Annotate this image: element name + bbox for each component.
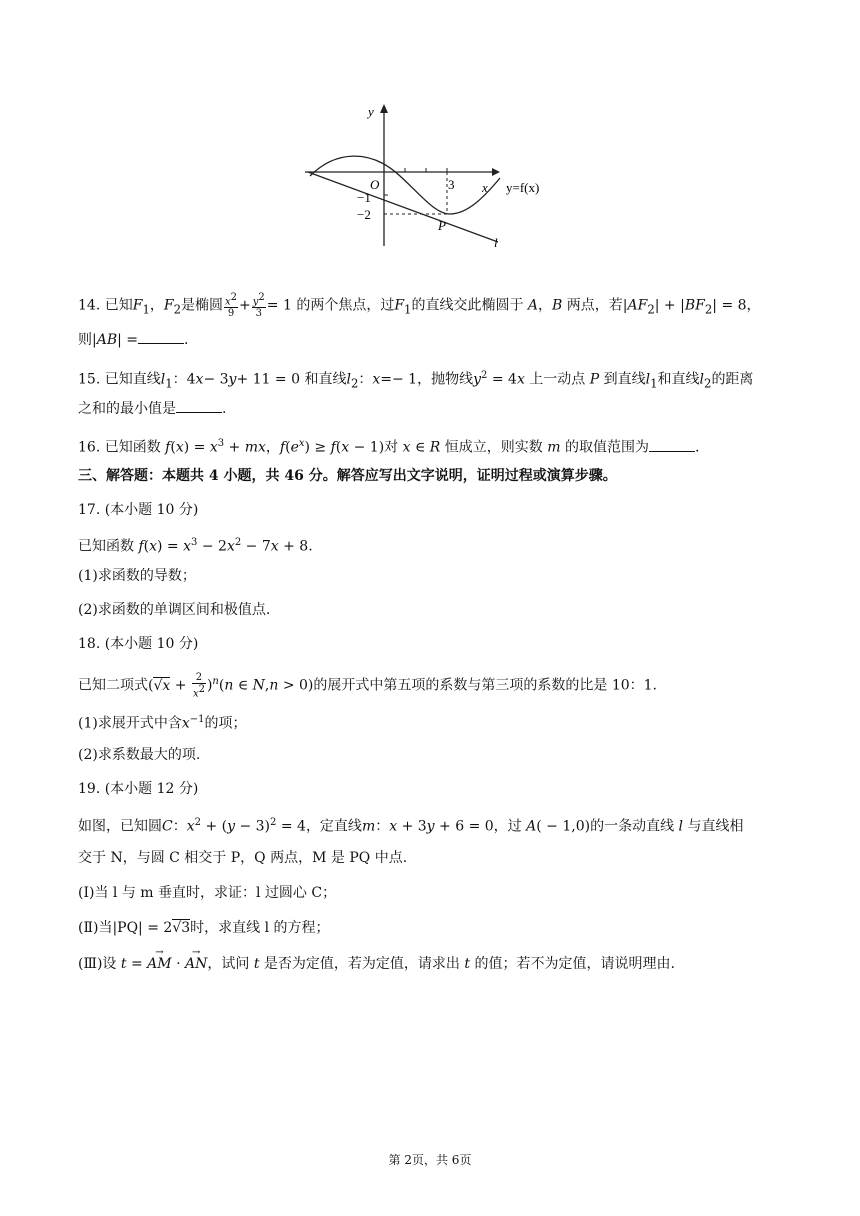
q16-text-d: 的取值范围为 (564, 439, 649, 456)
label-neg2: −2 (357, 207, 371, 222)
q15-answer-blank[interactable] (176, 400, 222, 413)
q19-part-2-text-a: (Ⅱ)当|PQ| = 2 (78, 920, 173, 936)
q15-text-a: 15. 已知直线 (78, 371, 161, 388)
q19-stem-2: 交于 N，与圆 C 相交于 P，Q 两点，M 是 PQ 中点. (78, 850, 408, 866)
q16-text-b: 对 (384, 439, 399, 456)
q14-text-a: 14. 已知 (78, 297, 133, 314)
q18-stem-text-b: 的展开式中第五项的系数与第三项的系数的比是 10：1. (313, 677, 657, 694)
q14-line-1: 14. 已知$F_1$，$F_2$是椭圆 $\frac{x2}{9}$ + $\frac{y2}{3}$ = 1 的两个焦点，过$F_1$的直线交此椭圆于 A，B 两点，若$|AF_2| + |BF_2| = 8$， (78, 292, 761, 320)
q14-text-d: 的直线交此椭圆于 (411, 297, 524, 314)
q15-text-i: 和直线 (657, 371, 700, 388)
q19-part-3-text-d: 的值；若不为定值，请说明理由. (474, 956, 675, 972)
q15-text-l: . (222, 401, 227, 417)
q19-stem-1: 如图，已知圆C：$x^2 + (y - 3)^2 = 4$，定直线m：x + 3y + 6 = 0，过 A( − 1,0)的一条动直线 l 与直线相 (78, 817, 744, 835)
q16-text-c: 恒成立，则实数 (444, 439, 543, 456)
q18-part-1-text-a: (1)求展开式中含 (78, 715, 182, 732)
q19-part-2: (Ⅱ)当|PQ| = 2√3时，求直线 l 的方程； (78, 920, 330, 936)
q17-part-1: (1)求函数的导数； (78, 568, 196, 584)
section-3-heading: 三、解答题：本题共 4 小题，共 46 分。解答应写出文字说明，证明过程或演算步骤。 (78, 468, 617, 484)
q19-part-3-text-b: ，试问 (207, 956, 250, 972)
q15-text-b: ：4 (172, 371, 196, 388)
q14-text-g: . (184, 332, 189, 348)
q18-part-1-text-b: 的项； (204, 715, 247, 732)
q14-text-b: 是椭圆 (181, 297, 223, 314)
q14-text-e: 两点，若 (566, 297, 623, 314)
q15-text-c: − 3 (203, 371, 229, 388)
label-x: x (482, 180, 488, 195)
q15-text-d: + 11 = 0 和直线 (236, 371, 347, 388)
q15-text-e: ： (358, 371, 373, 388)
q17-stem-text: 已知函数 (78, 538, 134, 555)
q19-stem-text-d: 的一条动直线 (590, 818, 675, 835)
q19-part-3-text-c: 是否为定值，若为定值，请求出 (263, 956, 460, 972)
q14-text-f: 则 (78, 332, 92, 348)
q19-part-3: (Ⅲ)设 t = → AM · → AN，试问 t 是否为定值，若为定值，请求出 t 的值；若不为定值，请说明理由. (78, 954, 820, 974)
x-axis-arrow (492, 168, 500, 176)
q15-text-h: 到直线 (603, 371, 646, 388)
q19-stem-text-b: ，定直线 (305, 818, 362, 835)
graph-svg (300, 96, 570, 256)
q18-part-2: (2)求系数最大的项. (78, 747, 201, 763)
page-footer: 第 2页，共 6页 (388, 1153, 472, 1167)
q17-head: 17. (本小题 10 分) (78, 502, 199, 518)
q14-text-c: 的两个焦点，过 (296, 297, 395, 314)
q16-text-e: . (694, 439, 700, 456)
q14-line-2: 则|AB| = . (78, 332, 189, 348)
q15-text-g: 上一动点 (529, 371, 586, 388)
q19-head: 19. (本小题 12 分) (78, 781, 199, 797)
label-l: l (494, 235, 498, 250)
q15-line-2 (78, 399, 820, 419)
q17-part-2: (2)求函数的单调区间和极值点. (78, 602, 271, 618)
label-y: y (368, 104, 374, 119)
q14-answer-blank[interactable] (138, 331, 184, 344)
q16-text-a: 16. 已知函数 (78, 439, 161, 456)
q18-stem: 已知二项式(√x + $\frac{2}{x2}$ )$^n$(n ∈ N,n > 0)的展开式中第五项的系数与第三项的系数的比是 10：1. (78, 672, 657, 700)
q19-part-2-text-b: 时，求直线 l 的方程； (190, 920, 330, 936)
q16-answer-blank[interactable] (649, 439, 695, 452)
q19-stem-text-e: 与直线相 (687, 818, 744, 835)
q18-part-1: (1)求展开式中含$x^{-1}$的项； (78, 714, 247, 732)
q15-text-k: 之和的最小值是 (78, 401, 176, 417)
y-axis-arrow (380, 104, 388, 113)
label-curve: y=f(x) (506, 180, 540, 195)
q19-part-3-text-a: (Ⅲ)设 (78, 956, 117, 972)
q17-stem: 已知函数 $f(x) = x^3 - 2x^2 - 7x + 8$. (78, 537, 313, 555)
label-3: 3 (448, 177, 455, 192)
q15-line-1: 15. 已知直线$l_1$：4x− 3y+ 11 = 0 和直线$l_2$：x=− 1，抛物线$y^2 = 4x$ 上一动点 P 到直线$l_1$和直线$l_2$的距离 (78, 370, 754, 391)
q19-stem-text-c: ，过 (493, 818, 522, 835)
q15-text-f: =− 1，抛物线 (380, 371, 474, 388)
label-P: P (438, 218, 446, 233)
label-neg1: −1 (357, 190, 371, 205)
function-graph-figure (300, 96, 570, 256)
q19-stem-text-a: 如图，已知圆 (78, 818, 162, 835)
curve-f (310, 156, 500, 214)
q19-part-1: (Ⅰ)当 l 与 m 垂直时，求证：l 过圆心 C； (78, 885, 337, 901)
label-origin: O (370, 177, 380, 192)
q18-head: 18. (本小题 10 分) (78, 636, 199, 652)
q18-stem-text-a: 已知二项式( (78, 677, 154, 694)
q16-line: 16. 已知函数 $f(x) = x^3$ + mx，$f(e^x) \ge f(x - 1)$对 x ∈ R 恒成立，则实数 m 的取值范围为 . (78, 438, 700, 456)
q15-text-j: 的距离 (711, 371, 754, 388)
